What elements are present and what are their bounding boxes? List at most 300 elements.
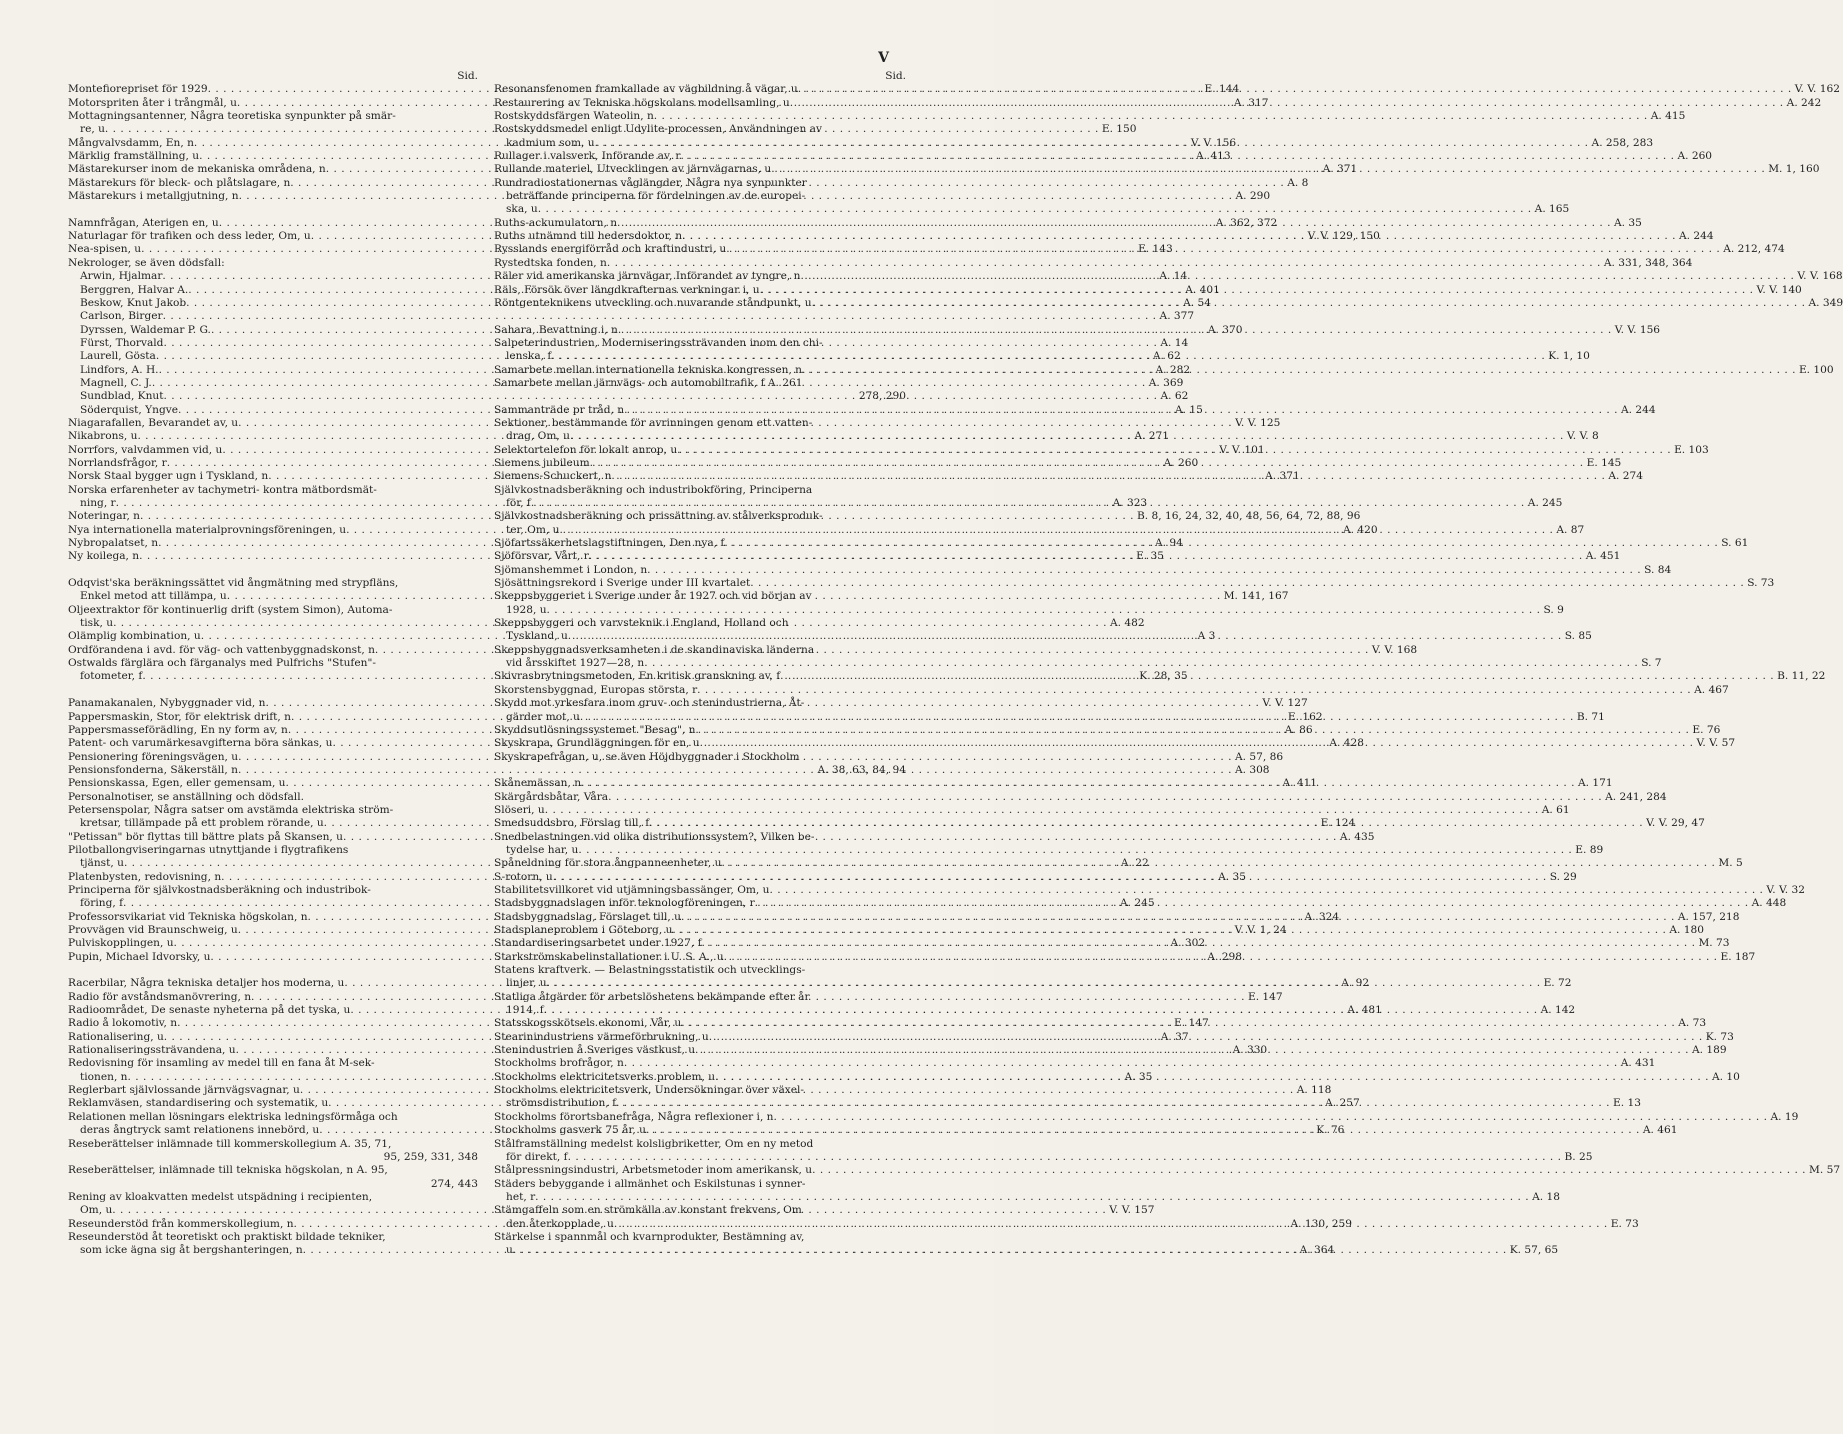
page-reference: A. 428	[1329, 737, 1365, 750]
index-line	[494, 203, 1570, 216]
entry-title: Norsk Staal bygger ugn i Tyskland, n	[68, 470, 269, 483]
index-line	[494, 390, 906, 403]
index-entry	[494, 377, 906, 404]
index-line	[494, 1204, 906, 1217]
entry-title: Sammanträde pr tråd, n	[494, 403, 625, 416]
page-reference: A. 244	[1621, 403, 1656, 416]
page-reference: A. 130, 259	[1290, 1217, 1353, 1230]
page-reference: E. 147	[1174, 1017, 1209, 1030]
dot-leader	[709, 1031, 1703, 1044]
page-reference: A. 61	[1541, 803, 1570, 816]
entry-title: Radio för avståndsmanövrering, n	[68, 990, 252, 1003]
page-reference: A. 302	[1170, 937, 1206, 950]
index-entry	[494, 683, 1729, 697]
entry-title: Självkostnadsberäkning och industribokföring, Principerna	[494, 483, 813, 496]
dot-leader	[654, 110, 1648, 123]
entry-title: u	[506, 1244, 513, 1257]
index-line	[68, 1057, 478, 1070]
entry-title: Radioområdet, De senaste nyheterna på det tyska, u	[68, 1004, 351, 1017]
page-reference: V. V. 168	[1371, 643, 1418, 656]
dot-leader	[682, 230, 1676, 243]
page-reference: A. 157, 218	[1677, 910, 1740, 923]
page-reference: A. 331, 348, 364	[1603, 256, 1693, 269]
index-line	[68, 804, 478, 817]
entry-title: Starkströmskabelinstallationer i U. S. A., u	[494, 950, 724, 963]
page-reference: V. V. 157	[1109, 1204, 1155, 1217]
dot-leader	[607, 257, 1601, 270]
entry-title: Pensionering föreningsvägen, u	[68, 750, 239, 763]
entry-title: Ruths utnämnd till hedersdoktor, n	[494, 230, 683, 243]
dot-leader	[568, 630, 1562, 643]
entry-title: Redovisning för insamling av medel till en fana åt M-sek-	[68, 1057, 375, 1070]
page-reference: A. 92	[1341, 977, 1370, 990]
page-reference: A. 451	[1585, 550, 1621, 563]
page-reference: A. 14	[1160, 336, 1189, 349]
entry-title: Standardiseringsarbetet under 1927, f	[494, 937, 702, 950]
page-reference: S. 7	[1641, 657, 1662, 670]
index-entry	[494, 1137, 1593, 1165]
entry-title: Söderquist, Yngve	[80, 403, 179, 416]
entry-title: Reseberättelser inlämnade till kommerskollegium A. 35, 71,	[68, 1137, 392, 1150]
page-reference: 278, 290	[858, 390, 906, 403]
index-entry	[68, 1164, 478, 1191]
entry-title: Stadsplaneproblem i Göteborg, u	[494, 924, 673, 936]
page-reference: S. 61	[1721, 537, 1749, 550]
dot-leader	[580, 711, 1574, 724]
entry-title: Stearinindustriens värmeförbrukning, u	[494, 1030, 709, 1043]
index-line	[68, 1164, 478, 1177]
page-reference: A. 362, 372	[1215, 216, 1278, 229]
dot-leader	[614, 1218, 1608, 1231]
index-line	[68, 1138, 478, 1151]
entry-title: Siemens-Schuckert, n	[494, 470, 612, 483]
entry-title: Relationen mellan lösningars elektriska ledningsförmåga och	[68, 1110, 398, 1123]
page-reference: M. 73	[1698, 937, 1730, 950]
entry-title: linjer, u	[506, 977, 547, 990]
dot-leader	[681, 1017, 1675, 1030]
page-reference: A. 118	[1296, 1084, 1332, 1097]
index-line	[494, 843, 1604, 857]
entry-title: Nikabrons, u	[68, 430, 138, 443]
page-reference: A. 86	[1284, 723, 1313, 736]
index-line	[68, 1151, 478, 1164]
dot-leader	[769, 884, 1763, 897]
index-line	[494, 751, 906, 764]
entry-title: Beskow, Knut Jakob	[80, 296, 187, 309]
entry-title: Skärgårdsbåtar, Våra	[494, 790, 609, 803]
page-reference: A. 282	[1155, 363, 1191, 376]
entry-title: Sjömanshemmet i London, n	[494, 563, 648, 576]
page-reference: S. 9	[1543, 603, 1564, 616]
page-reference: A. 258, 283	[1591, 136, 1654, 149]
entry-title: Patent- och varumärkesavgifterna böra sänkas, u	[68, 737, 333, 750]
dot-leader	[545, 804, 1539, 817]
page-reference: A. 323	[1112, 497, 1148, 509]
page-reference: A. 35	[1613, 216, 1642, 229]
page-reference: B. 11, 22	[1777, 670, 1826, 683]
dot-leader	[681, 911, 1675, 924]
entry-title: Röntgenteknikens utveckling och nuvarande ståndpunkt, u	[494, 296, 812, 309]
page-reference: S. 29	[1549, 870, 1577, 883]
dot-leader	[547, 977, 1541, 990]
entry-title: Stadsbyggnadslag, Förslaget till, u	[494, 910, 681, 923]
page-reference: E. 35	[1136, 550, 1165, 563]
index-line	[494, 1138, 906, 1151]
index-line	[494, 590, 906, 603]
entry-title: Nybropalatset, n	[68, 537, 159, 550]
page-reference: A. 38, 63, 84, 94	[817, 763, 906, 776]
page-reference: A. 10	[1712, 1070, 1740, 1083]
dot-leader	[790, 97, 1784, 110]
index-entry	[494, 1057, 1656, 1070]
index-line	[68, 1191, 478, 1204]
index-entry	[68, 1138, 478, 1165]
dot-leader	[551, 350, 1545, 363]
page-reference: V. V. 156	[1190, 136, 1237, 149]
entry-title: Räls, Försök över längdkrafternas verkningar i, u	[494, 283, 760, 296]
entry-title: ter, Om, u	[506, 523, 560, 536]
index-entry	[494, 256, 1693, 270]
entry-title: Nea-spisen, u	[68, 243, 142, 256]
dot-leader	[695, 724, 1689, 737]
page-reference: A. 142	[1540, 1004, 1576, 1017]
sid-label-right: Sid.	[885, 70, 906, 82]
page-reference: K. 73	[1705, 1030, 1734, 1043]
entry-title: Pensionskassa, Egen, eller gemensam, u	[68, 777, 286, 790]
entry-title: Oljeextraktor för kontinuerlig drift (system Simon), Automa-	[68, 603, 393, 616]
index-entry	[494, 577, 1775, 590]
dot-leader	[647, 564, 1641, 577]
index-line	[494, 510, 906, 523]
entry-title: Reseunderstöd åt teoretiskt och praktiskt bildade tekniker,	[68, 1230, 386, 1243]
entry-title: re, u	[80, 123, 105, 136]
dot-leader	[724, 537, 1718, 550]
page-reference: V. V. 156	[1614, 323, 1661, 336]
entry-title: Norska erfarenheter av tachymetri- kontra mätbordsmät-	[68, 483, 377, 496]
entry-title: deras ångtryck samt relationens innebörd, u	[80, 1124, 320, 1137]
entry-title: Skeppsbyggeriet i Sverige under år 1927 och vid början av	[494, 590, 812, 603]
page-reference: E. 72	[1543, 977, 1572, 990]
index-line	[494, 123, 906, 136]
index-line	[494, 563, 1672, 577]
entry-title: Samarbete mellan järnvägs- och automobiltrafik, f A. 261	[494, 376, 803, 389]
index-entry	[494, 1164, 1841, 1177]
entry-title: Samarbete mellan internationella tekniska kongressen, n	[494, 363, 803, 376]
dot-leader	[760, 284, 1754, 297]
page-reference: E. 103	[1674, 443, 1709, 456]
entry-title: Rostskyddsfärgen Wateolin, n	[494, 110, 654, 123]
entry-title: Olämplig kombination, u	[68, 630, 201, 643]
dot-leader	[538, 203, 1532, 216]
entry-title: Tyskland, u	[506, 630, 568, 643]
dot-leader	[589, 550, 1583, 563]
entry-title: Restaurering av Tekniska högskolans modellsamling, u	[494, 96, 790, 109]
page-reference: V. V. 140	[1756, 283, 1802, 296]
entry-title: Självkostnadsberäkning och prissättning av stålverksproduk-	[494, 510, 823, 523]
index-line	[68, 1111, 478, 1124]
page-reference: A. 245	[1119, 897, 1155, 910]
entry-title: Mästarekurs för bleck- och plåtslagare, n	[68, 176, 291, 189]
entry-title: Skorstensbyggnad, Europas största, r	[494, 683, 698, 696]
index-line	[494, 1110, 1799, 1124]
index-line	[494, 883, 1805, 897]
entry-title: Statsskogsskötsels ekonomi, Vår, u	[494, 1017, 682, 1030]
index-line	[68, 604, 478, 617]
entry-title: tionen, n	[80, 1070, 128, 1083]
entry-title: Motorspriten åter i trångmål, u	[68, 96, 237, 109]
dot-leader	[544, 1004, 1538, 1017]
entry-title: tjänst, u	[80, 857, 124, 870]
dot-leader	[646, 1124, 1640, 1137]
entry-title: Reklamväsen, standardisering och systematik, u	[68, 1097, 329, 1110]
entry-title: tisk, u	[80, 617, 114, 630]
entry-title: Panamakanalen, Nybyggnader vid, n	[68, 697, 266, 710]
entry-title: Sjösättningsrekord i Sverige under III kvartalet	[494, 577, 751, 590]
entry-title: Stämgaffeln som en strömkälla av konstant frekvens, Om	[494, 1204, 802, 1217]
page-reference: A. 324	[1304, 910, 1340, 923]
dot-leader	[568, 1151, 1562, 1164]
page-reference: B. 71	[1576, 710, 1605, 723]
page-reference: V. V. 162	[1794, 83, 1840, 96]
dot-leader	[771, 163, 1765, 176]
entry-title: Skeppsbyggnadsverksamheten i de skandinaviska länderna	[494, 643, 815, 656]
entry-title: Stockholms förortsbanefråga, Några reflexioner i, n	[494, 1110, 774, 1123]
entry-title: tydelse har, u	[506, 843, 579, 856]
index-line	[494, 764, 906, 777]
dot-leader	[559, 524, 1553, 537]
page-reference: A. 370	[1207, 323, 1243, 336]
entry-title: Provvägen vid Braunschweig, u	[68, 924, 238, 936]
page-reference: A. 94	[1155, 537, 1183, 550]
dot-leader	[724, 951, 1718, 964]
dot-leader	[570, 430, 1564, 443]
entry-title: Ruths-ackumulatorn, n	[494, 216, 618, 229]
page-reference: A. 35	[1218, 870, 1246, 883]
page-reference: A. 298	[1207, 950, 1242, 963]
dot-leader	[513, 1244, 1507, 1257]
entry-title: Sahara, Bevattning i, n	[494, 323, 618, 336]
entry-title: Naturlagar för trafiken och dess leder, Om, u	[68, 230, 311, 243]
index-line	[68, 310, 1195, 323]
entry-title: Nya internationella materialprovningsföreningen, u	[68, 523, 347, 536]
entry-title: Mångvalvsdamm, En, n	[68, 136, 194, 149]
page-reference: M. 141, 167	[1223, 590, 1289, 603]
index-line	[494, 697, 906, 710]
index-line	[494, 484, 906, 497]
index-entry	[494, 803, 1570, 817]
page-reference: A. 171	[1577, 777, 1613, 790]
entry-title: Skydd mot yrkesfara inom gruv- och stenindustrierna, Åt-	[494, 697, 805, 710]
sid-label-left: Sid.	[457, 70, 478, 82]
dot-leader	[750, 577, 1744, 590]
page-reference: A. 415	[1650, 110, 1686, 123]
entry-title: drag, Om, u	[506, 430, 570, 443]
page-reference: M. 5	[1718, 857, 1743, 870]
entry-title: kadmium som, u	[506, 136, 595, 149]
entry-title: Rullande materiel, Utvecklingen av järnvägarnas, u	[494, 163, 772, 176]
index-line	[494, 1178, 906, 1191]
dot-leader	[624, 404, 1618, 417]
index-line	[494, 603, 1564, 617]
page-reference: A. 244	[1678, 230, 1714, 243]
dot-leader	[681, 150, 1675, 163]
index-line	[494, 377, 906, 390]
entry-title: S-rotorn, u	[494, 870, 553, 883]
page-reference: V. V. 129, 150	[1307, 230, 1380, 243]
page-reference: E. 76	[1692, 723, 1721, 736]
page-reference: V. V. 57	[1696, 737, 1736, 750]
dot-leader	[780, 670, 1774, 683]
page-reference: A. 364	[1299, 1244, 1335, 1257]
entry-title: beträffande principerna för fördelningen av de europei-	[506, 190, 806, 203]
page-reference: E. 100	[1798, 363, 1834, 376]
entry-title: Skyskrapa, Grundläggningen för en, u	[494, 737, 700, 750]
entry-title: strömsdistribution, f	[506, 1097, 617, 1110]
index-line	[494, 417, 906, 430]
page-reference: A. 180	[1669, 924, 1704, 936]
entry-title: Stålframställning medelst kolsligbriketter, Om en ny metod	[494, 1137, 814, 1150]
page-reference: A. 87	[1556, 523, 1585, 536]
entry-title: Carlson, Birger	[80, 310, 163, 323]
entry-title: Professorsvikariat vid Tekniska högskolan, n	[68, 910, 308, 923]
page-reference: E. 144	[1204, 83, 1240, 96]
section-gap	[68, 684, 478, 697]
entry-title: Räler vid amerikanska järnvägar, Införandet av tyngre, n	[494, 270, 801, 283]
index-line	[494, 790, 1667, 804]
entry-title: 1914, f	[506, 1004, 544, 1017]
page-reference: A. 431	[1620, 1057, 1656, 1070]
entry-title: Mästarekurser inom de mekaniska områdena, n	[68, 163, 326, 176]
index-line	[494, 831, 906, 844]
entry-title: Niagarafallen, Bevarandet av, u	[68, 416, 239, 429]
entry-title: Magnell, C. J.	[80, 376, 152, 389]
entry-title: Salpeterindustrien, Moderniseringssträvanden inom den chi-	[494, 336, 823, 349]
page-reference: A. 482	[1110, 617, 1145, 630]
dot-leader	[702, 937, 1696, 950]
index-line	[494, 991, 906, 1004]
page-reference: A. 435	[1339, 830, 1375, 843]
entry-title: Om, u	[80, 1204, 113, 1217]
entry-title: Reseberättelser, inlämnade till tekniska högskolan, n A. 95,	[68, 1164, 388, 1177]
entry-title: Ny koilega, n	[68, 550, 140, 563]
entry-title: Pulviskopplingen, u	[68, 937, 174, 950]
entry-title: Pensionsfonderna, Säkerställ, n	[68, 763, 238, 776]
entry-title: Statliga åtgärder för arbetslöshetens bekämpande efter år	[494, 990, 810, 1003]
entry-title: Spåneldning för stora ångpanneenheter, u	[494, 857, 722, 870]
dot-leader	[649, 817, 1643, 830]
entry-title: Sjöförsvar, Vårt, r	[494, 550, 589, 563]
entry-title: Montefiorepriset för 1929	[68, 83, 208, 96]
dot-leader	[715, 1071, 1709, 1084]
section-gap	[68, 564, 478, 577]
dot-leader	[617, 217, 1611, 230]
entry-title: Reglerbart självlossande järnvägsvagnar, u	[68, 1084, 300, 1097]
page-reference: M. 57	[1809, 1164, 1841, 1177]
entry-title: Pupin, Michael Idvorsky, u	[68, 950, 211, 963]
index-line	[494, 617, 906, 630]
page-reference: E. 187	[1720, 950, 1756, 963]
index-entry	[494, 110, 1686, 123]
index-line	[68, 1244, 1335, 1257]
index-entry	[494, 751, 906, 778]
index-line	[494, 1164, 1841, 1177]
page-reference: A. 413	[1196, 150, 1231, 163]
dot-leader	[812, 297, 1806, 310]
entry-title: kretsar, tillämpade på ett problem rörande, u	[80, 817, 324, 830]
page-reference: A. 371	[1322, 163, 1358, 176]
entry-title: Rysslands energiförråd och kraftindustri, u	[494, 243, 727, 256]
entry-title: "Petissan" bör flyttas till bättre plats på Skansen, u	[68, 830, 343, 843]
page-reference: A 3	[1197, 630, 1216, 643]
page-reference: A. 15	[1174, 403, 1203, 416]
entry-title: Skeppsbyggeri och varvsteknik i England, Holland och	[494, 617, 789, 630]
page-reference: A. 35	[1124, 1070, 1153, 1083]
entry-title: Stabilitetsvillkoret vid utjämningsbassänger, Om, u	[494, 883, 770, 896]
entry-title: fotometer, f	[80, 670, 143, 683]
page-reference: A. 245	[1527, 497, 1563, 509]
index-line	[494, 177, 906, 190]
entry-title: Lindfors, A. H.	[80, 363, 159, 376]
entry-title: Rationalisering, u	[68, 1030, 164, 1043]
entry-title: Stärkelse i spannmål och kvarnprodukter, Bestämning av,	[494, 1230, 805, 1243]
entry-title: den återkopplade, u	[506, 1217, 614, 1230]
entry-title: Pappersmaskin, Stor, för elektrisk drift, n	[68, 710, 291, 723]
entry-title: Arwin, Hjalmar	[80, 270, 163, 283]
dot-leader	[644, 657, 1638, 670]
entry-title: för, f	[506, 497, 531, 509]
index-line	[68, 1178, 478, 1191]
page-reference: A. 18	[1532, 1190, 1560, 1203]
page-reference: A. 317	[1233, 96, 1269, 109]
entry-title: Sundblad, Knut	[80, 390, 164, 403]
page-reference: V. V. 29, 47	[1646, 817, 1705, 830]
page-reference: K. 28, 35	[1139, 670, 1188, 683]
entry-title: Stenindustrien å Sveriges västkust, u	[494, 1044, 696, 1057]
page-reference: A. 242	[1786, 96, 1822, 109]
index-line	[494, 256, 1693, 270]
entry-title: Noteringar, n	[68, 510, 141, 523]
section-gap	[68, 203, 478, 216]
entry-title: ska, u	[506, 203, 538, 216]
dot-leader	[812, 1164, 1806, 1177]
index-line	[494, 1057, 1656, 1070]
dot-leader	[595, 137, 1589, 150]
entry-title: Mottagningsantenner, Några teoretiska synpunkter på smär-	[68, 110, 396, 123]
dot-leader	[608, 791, 1602, 804]
dot-leader	[697, 684, 1691, 697]
dot-leader	[624, 1057, 1618, 1070]
page-reference: V. V. 1, 24	[1234, 924, 1287, 936]
entry-title: Odqvist'ska beräkningssättet vid ångmätning med strypfläns,	[68, 577, 399, 590]
dot-leader	[755, 897, 1749, 910]
entry-title: Mästarekurs i metallgjutning, n	[68, 190, 239, 203]
page-reference: E. 150	[1101, 123, 1137, 136]
entry-title: Berggren, Halvar A.	[80, 283, 189, 296]
index-line	[494, 644, 906, 657]
page-reference: A. 37	[1160, 1030, 1189, 1043]
dot-leader	[700, 737, 1694, 750]
entry-title: Stockholms brofrågor, n	[494, 1057, 624, 1070]
entry-title: Rullager i valsverk, Införande av, r	[494, 150, 681, 163]
entry-title: Norrfors, valvdammen vid, u	[68, 443, 223, 456]
page-reference: E. 143	[1138, 243, 1173, 256]
page-reference: A. 189	[1691, 1044, 1727, 1057]
dot-leader	[677, 444, 1671, 457]
entry-title: Rystedtska fonden, n	[494, 256, 607, 269]
entry-title: Snedbelastningen vid olika distributionssystem?, Vilken be-	[494, 830, 815, 843]
page-reference: V. V. 125	[1235, 416, 1281, 429]
page-reference: A. 14	[1159, 270, 1188, 283]
